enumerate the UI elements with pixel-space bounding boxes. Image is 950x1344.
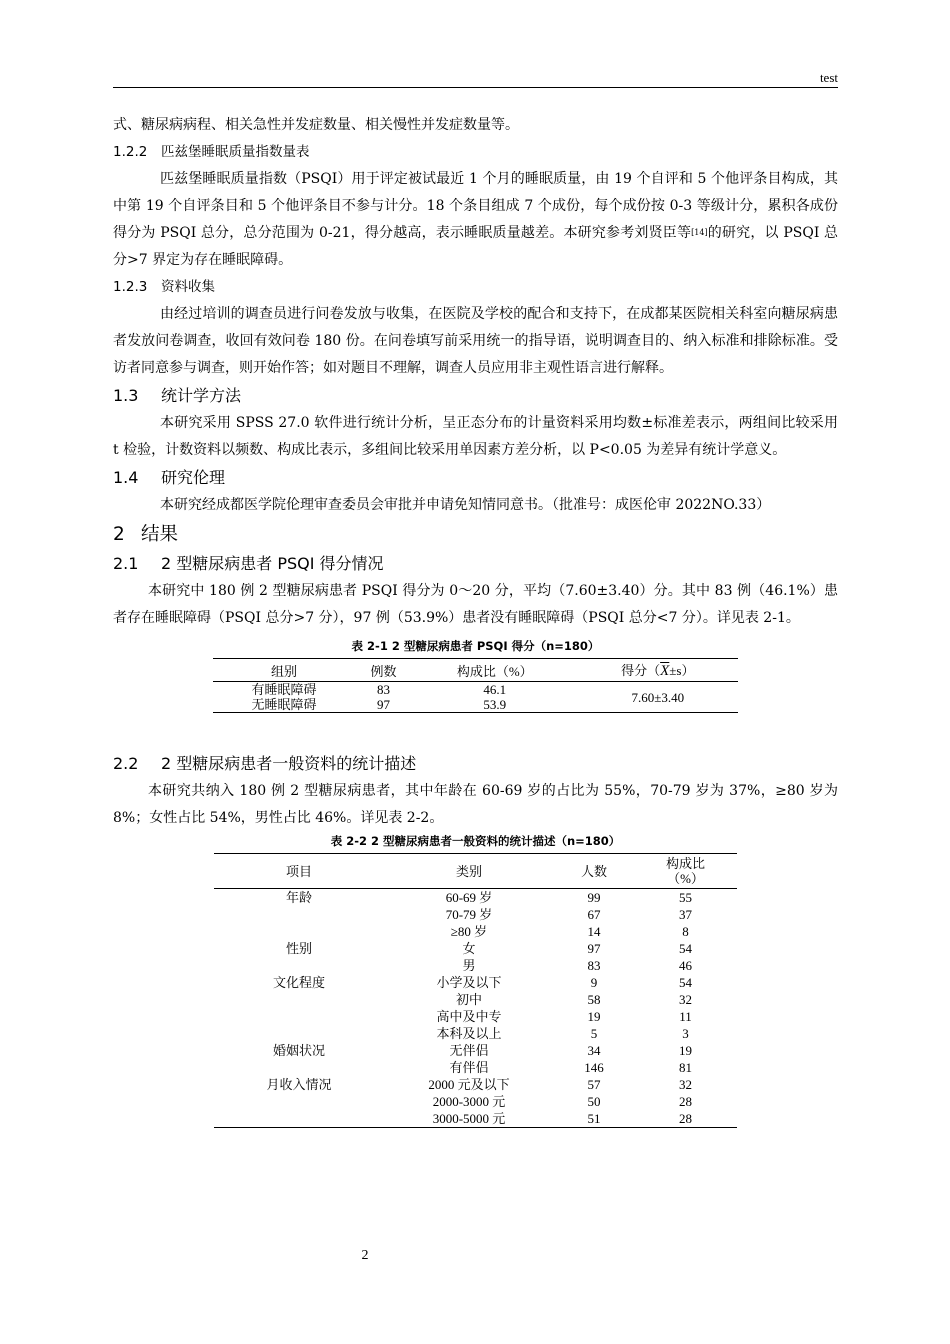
table-row [214,906,737,923]
table-cell [214,991,384,1008]
table-cell: 57 [587,1077,601,1092]
table-cell: 34 [587,1043,601,1058]
table-row [214,1093,737,1110]
column-header: 人数 [554,854,634,889]
table-cell: 46 [679,958,692,973]
section-1-2-3-heading: 1.2.3 资料收集 [113,279,215,295]
table-cell: 32 [679,992,692,1007]
table-cell: 月收入情况 [266,1077,332,1092]
table-cell: 50 [587,1094,601,1109]
table-cell: 146 [584,1060,604,1075]
body-content [113,112,838,1128]
table-2-2-caption: 表 2-2 2 型糖尿病患者一般资料的统计描述（n=180） [330,834,621,848]
table-cell: 婚姻状况 [272,1043,325,1058]
table-cell: 19 [679,1043,692,1058]
table-cell [214,923,384,940]
table-cell: 高中及中专 [436,1009,502,1024]
table-cell: 28 [679,1111,692,1126]
table-2-1-caption: 表 2-1 2 型糖尿病患者 PSQI 得分（n=180） [351,639,600,653]
section-2-1-heading: 2.1 2 型糖尿病患者 PSQI 得分情况 [113,554,384,573]
table-cell [214,957,384,974]
table-cell: 年龄 [285,890,312,905]
table-cell: 初中 [455,992,482,1007]
table-cell [214,1008,384,1025]
table-2-2-body [214,889,737,1128]
table-row [214,974,737,991]
column-header: 例数 [355,659,412,682]
table-cell: 54 [679,941,692,956]
paragraph-statistics: 本研究采用 SPSS 27.0 软件进行统计分析，呈正态分布的计量资料采用均数±标准差表示，两组间比较采用 t 检验，计数资料以频数、构成比表示，多组间比较采用单因素方差分析，以 P<0.05 为差异有统计学意义。 [113,415,838,458]
paragraph-ethics: 本研究经成都医学院伦理审查委员会审批并申请免知情同意书。（批准号：成医伦审 2022NO.33） [160,497,771,513]
table-row [214,957,737,974]
table-cell: 58 [587,992,601,1007]
table-row [214,1008,737,1025]
table-cell: 3000-5000 元 [432,1111,506,1126]
table-cell [214,1110,384,1128]
paragraph-demographics: 本研究共纳入 180 例 2 型糖尿病患者，其中年龄在 60-69 岁的占比为 55%，70-79 岁为 37%，≥80 岁为 8%；女性占比 54%，男性占比 46%。详见表 2-2。 [113,783,838,826]
table-row: 无睡眠障碍 97 53.9 [251,697,507,712]
score-cell: 7.60±3.40 [631,689,685,705]
paragraph-data-collection: 由经过培训的调查员进行问卷发放与收集，在医院及学校的配合和支持下，在成都某医院相关科室向糖尿病患者发放问卷调查，收回有效问卷 180 份。在问卷填写前采用统一的指导语，说明调查目的、纳入标准和排除标准。受访者同意参与调查，则开始作答；如对题目不理解，调查人员应用非主观性语言进行解释。 [113,306,838,376]
table-cell: 97 [587,941,601,956]
table-cell: 2000 元及以下 [428,1077,510,1092]
table-cell: ≥80 岁 [450,924,488,939]
table-row [214,923,737,940]
column-header: 类别 [384,854,554,889]
table-cell [214,1059,384,1076]
citation: [14] [691,228,708,237]
table-cell: 有伴侣 [449,1060,489,1075]
table-cell: 性别 [285,941,312,956]
table-cell: 5 [590,1026,598,1041]
table-cell: 70-79 岁 [445,907,493,922]
table-row [214,1059,737,1076]
table-row: 有睡眠障碍 83 46.1 7.60±3.40 [213,682,738,698]
table-cell: 本科及以上 [436,1026,502,1041]
column-header: 组别 [213,659,355,682]
table-cell: 11 [679,1009,692,1024]
table-cell: 8 [682,924,689,939]
table-cell: 14 [587,924,601,939]
table-cell: 男 [462,958,476,973]
section-1-3-heading: 1.3 统计学方法 [113,386,242,405]
column-header: 得分$(\overline{X}\pm s)$ [578,659,738,682]
table-cell: 28 [679,1094,692,1109]
table-cell: 小学及以下 [436,975,502,990]
table-2-2 [214,853,737,1128]
table-cell: 32 [679,1077,692,1092]
table-cell [214,906,384,923]
table-cell: 99 [587,890,601,905]
header-rule [113,87,838,88]
table-cell: 9 [590,975,598,990]
table-cell: 51 [587,1111,601,1126]
section-2-heading: 2 结果 [113,524,179,545]
table-row [214,1110,737,1128]
table-cell: 3 [682,1026,689,1041]
section-1-4-heading: 1.4 研究伦理 [113,468,226,487]
table-cell: 81 [679,1060,692,1075]
section-2-2-heading: 2.2 2 型糖尿病患者一般资料的统计描述 [113,754,417,773]
section-1-2-2-heading: 1.2.2 匹兹堡睡眠质量指数量表 [113,144,310,160]
table-cell: 女 [462,941,476,956]
table-cell: 2000-3000 元 [432,1094,506,1109]
table-2-1 [213,658,738,713]
table-cell: 67 [587,907,601,922]
column-header: 构成比（%） [412,659,578,682]
column-header: 构成比 （%） [634,854,737,889]
table-row [214,940,737,957]
table-cell [214,1025,384,1042]
table-row [214,1076,737,1093]
table-cell: 无伴侣 [449,1043,489,1058]
table-row [214,1042,737,1059]
table-row [214,991,737,1008]
paragraph-continuation: 式、糖尿病病程、相关急性并发症数量、相关慢性并发症数量等。 [113,117,519,133]
table-row [214,1025,737,1042]
table-cell: 19 [587,1009,601,1024]
table-cell [214,1093,384,1110]
paragraph-psqi: 匹兹堡睡眠质量指数（PSQI）用于评定被试最近 1 个月的睡眠质量，由 19 个自评和 5 个他评条目构成，其中第 19 个自评条目和 5 个他评条目不参与计分。18 个条目组成 7 个成份，每个成份按 0-3 等级计分，累积各成份得分为 PSQI 总分，总分范围为 0-21，得分越高，表示睡眠质量越差。本研究参考刘贤臣等[14]的研究，以 PSQI 总分>7 界定为存在睡眠障碍。 [113,171,838,268]
running-header: test [819,70,838,85]
table-cell: 54 [679,975,692,990]
column-header: 项目 [214,854,384,889]
table-cell: 文化程度 [272,975,325,990]
table-cell: 60-69 岁 [445,890,493,905]
table-row [214,889,737,907]
table-cell: 83 [587,958,601,973]
paragraph-psqi-results: 本研究中 180 例 2 型糖尿病患者 PSQI 得分为 0～20 分，平均（7.60±3.40）分。其中 83 例（46.1%）患者存在睡眠障碍（PSQI 总分>7 分），97 例（53.9%）患者没有睡眠障碍（PSQI 总分<7 分）。详见表 2-1。 [113,583,838,626]
table-cell: 55 [679,890,692,905]
x-bar-symbol: $\overline{X}$ [660,663,670,679]
page-number: 2 [361,1248,369,1263]
table-cell: 37 [679,907,692,922]
